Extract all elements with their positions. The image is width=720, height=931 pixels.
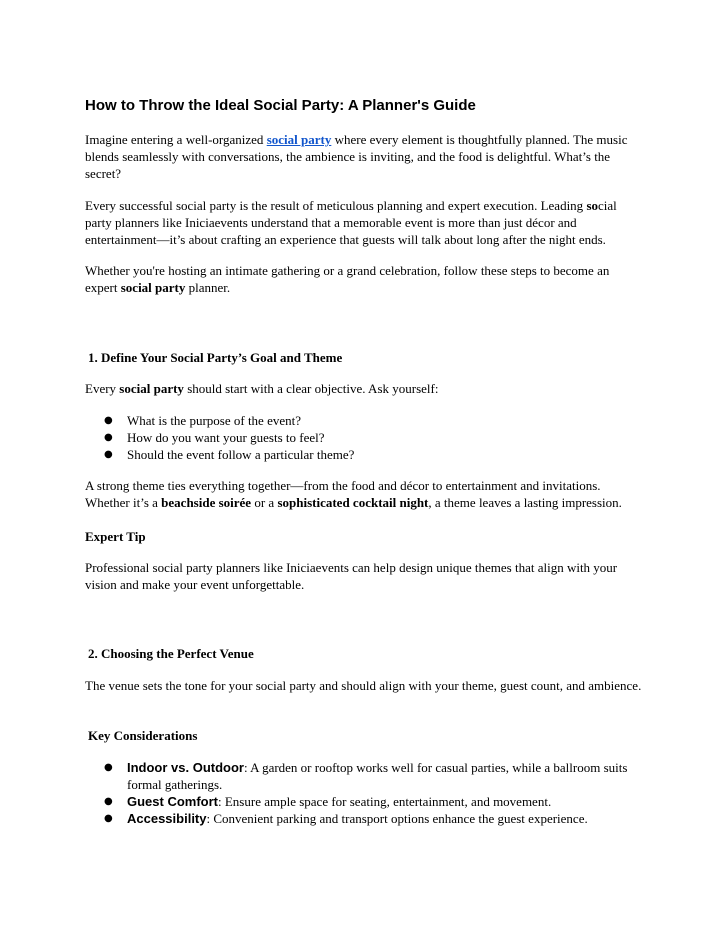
- s1-p1-text-end: should start with a clear objective. Ask yourself:: [183, 381, 439, 396]
- expert-tip-heading: Expert Tip: [85, 529, 146, 544]
- intro-p3-text: Whether you're hosting an intimate gathering or a grand celebration, follow these steps to become an expert: [85, 263, 610, 295]
- list-item-text: What is the purpose of the event?: [127, 413, 301, 428]
- document-title: How to Throw the Ideal Social Party: A Planner's Guide: [85, 97, 476, 114]
- s1-p2-bold-1: beachside soirée: [161, 495, 252, 510]
- s1-p1-text: Every: [85, 381, 120, 396]
- s1-p1-bold: social party: [119, 381, 184, 396]
- list-item-text: Should the event follow a particular theme?: [127, 447, 355, 462]
- list-item: [85, 810, 645, 827]
- intro-p3-bold: social party: [120, 280, 186, 295]
- section-1-question-list: [85, 412, 645, 463]
- list-item-text: : Ensure ample space for seating, entertainment, and movement.: [218, 794, 552, 809]
- social-party-link[interactable]: social party: [266, 132, 332, 147]
- intro-p3-text-end: planner.: [185, 280, 231, 295]
- intro-paragraph-3: [85, 262, 645, 296]
- section-2-heading: 2. Choosing the Perfect Venue: [88, 646, 254, 661]
- intro-p2-text: Every successful social party is the result of meticulous planning and expert execution. Leading: [85, 198, 587, 213]
- bullet-icon: ●: [104, 415, 113, 426]
- list-item-term: Accessibility: [127, 811, 207, 826]
- list-item-term: Guest Comfort: [127, 794, 218, 809]
- expert-tip-paragraph: Professional social party planners like Iniciaevents can help design unique themes that align with your vision and make your event unforgettable.: [85, 560, 618, 592]
- list-item: [85, 429, 645, 446]
- section-2-paragraph-1: The venue sets the tone for your social party and should align with your theme, guest count, and ambience.: [85, 678, 642, 693]
- bullet-icon: ●: [104, 813, 113, 824]
- list-item: [85, 412, 645, 429]
- intro-p1-text-end: where every element is thoughtfully planned. The music blends seamlessly with conversations, the ambience is inviting, and the food is delightful. What’s the secret?: [85, 132, 628, 181]
- bullet-icon: ●: [104, 762, 113, 773]
- s1-p2-text-mid: or a: [251, 495, 278, 510]
- list-item: [85, 793, 645, 810]
- intro-paragraph-1: [85, 131, 645, 182]
- s1-p2-text: A strong theme ties everything together—from the food and décor to entertainment and invitations. Whether it’s a: [85, 478, 601, 510]
- section-1-paragraph-1: [85, 380, 645, 397]
- bullet-icon: ●: [104, 796, 113, 807]
- bullet-icon: ●: [104, 449, 113, 460]
- bullet-icon: ●: [104, 432, 113, 443]
- list-item-term: Indoor vs. Outdoor: [127, 760, 244, 775]
- key-considerations-heading: Key Considerations: [88, 728, 198, 743]
- list-item-text: How do you want your guests to feel?: [127, 430, 325, 445]
- intro-p1-text: Imagine entering a well-organized: [85, 132, 267, 147]
- section-1-paragraph-2: [85, 477, 645, 511]
- s1-p2-text-end: , a theme leaves a lasting impression.: [428, 495, 622, 510]
- list-item: [85, 446, 645, 463]
- list-item: [85, 759, 645, 793]
- section-1-heading: 1. Define Your Social Party’s Goal and Theme: [88, 350, 343, 365]
- intro-p2-text-end: cial party planners like Iniciaevents understand that a memorable event is more than just décor and entertainment—it’s about crafting an experience that guests will talk about long after the night ends.: [85, 198, 617, 247]
- list-item-text: : Convenient parking and transport options enhance the guest experience.: [206, 811, 588, 826]
- s1-p2-bold-2: sophisticated cocktail night: [277, 495, 429, 510]
- section-2-considerations-list: [85, 759, 645, 827]
- intro-p2-bold: so: [586, 198, 598, 213]
- intro-paragraph-2: [85, 197, 645, 248]
- list-item-text: : A garden or rooftop works well for casual parties, while a ballroom suits formal gatherings.: [127, 760, 628, 792]
